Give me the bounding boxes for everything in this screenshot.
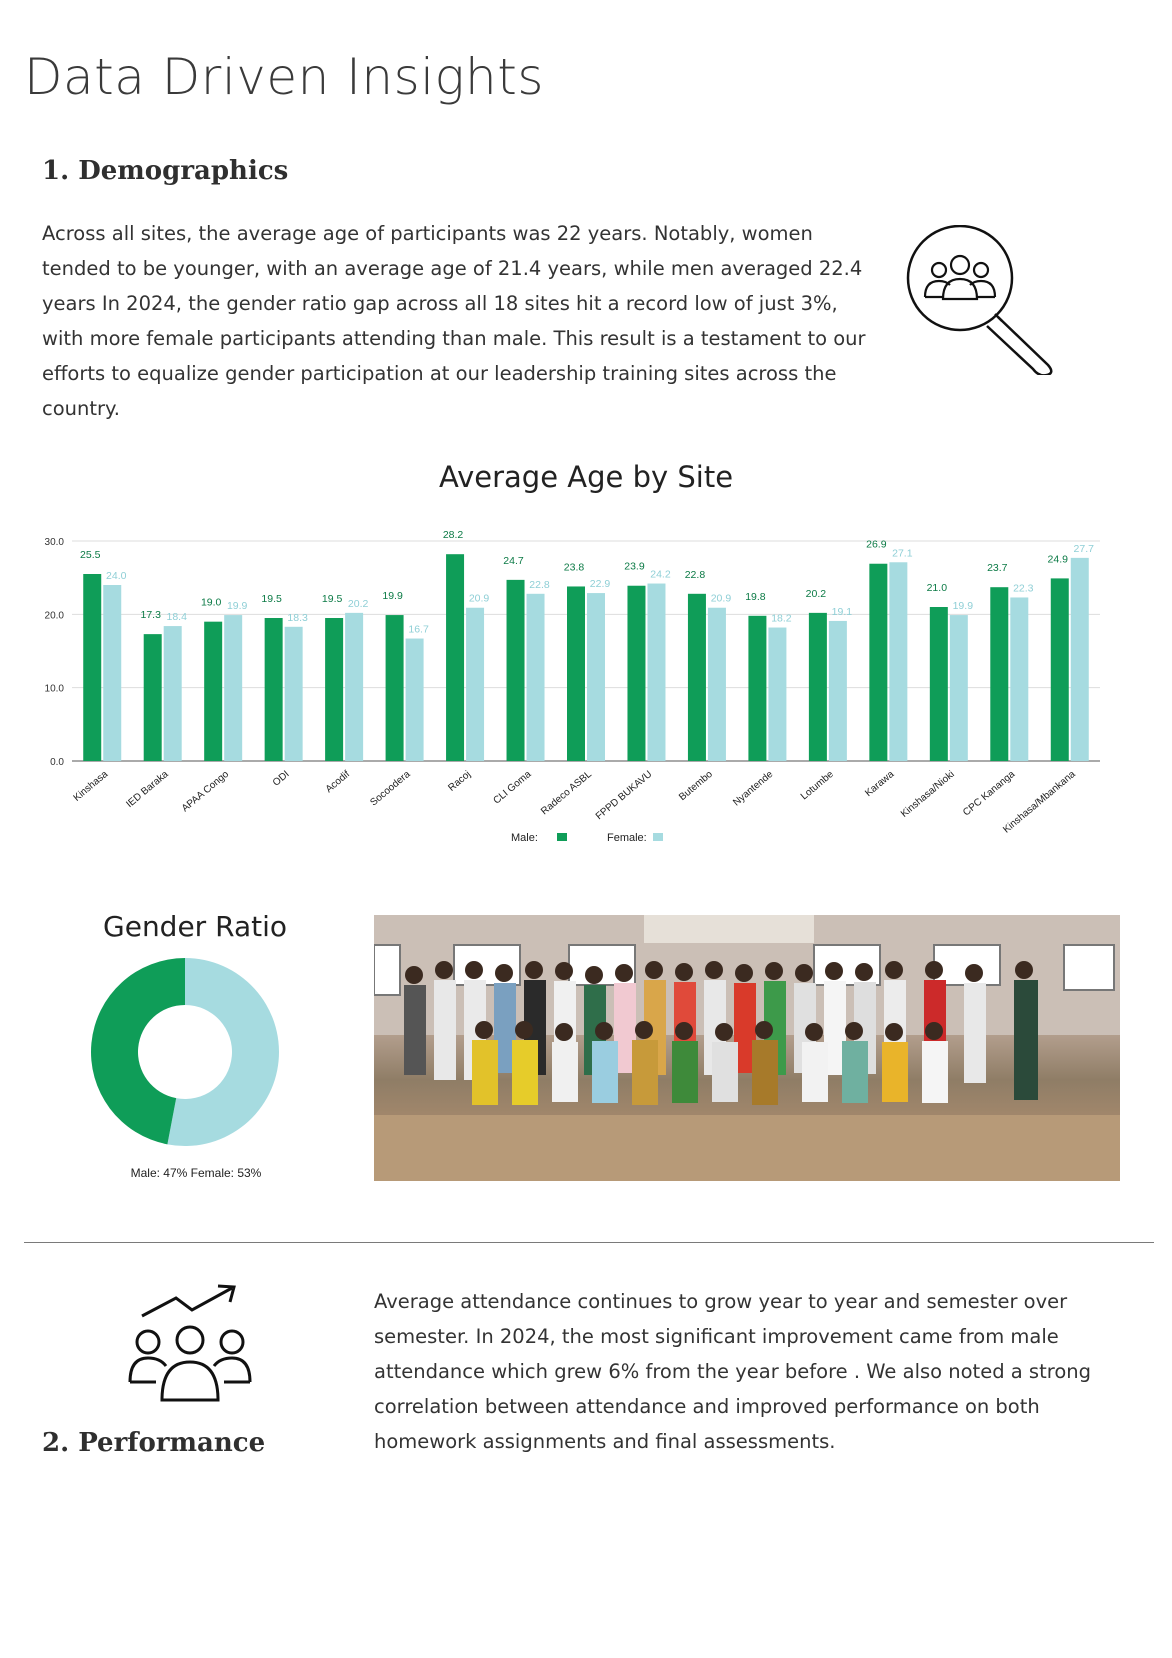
bar-male: [627, 586, 645, 761]
data-label-female: 20.2: [347, 597, 369, 610]
x-tick-label: CPC Kananga: [961, 768, 1018, 819]
x-tick-label: FPPD BUKAVU: [593, 768, 655, 823]
bar-female: [406, 639, 424, 761]
demographics-heading: 1. Demographics: [42, 156, 289, 186]
legend-label: Female:: [607, 832, 647, 844]
people-magnifier-icon: [905, 225, 1063, 375]
x-tick-label: APAA Congo: [179, 768, 232, 815]
data-label-female: 24.0: [106, 570, 127, 582]
y-tick-label: 30.0: [44, 537, 64, 548]
bar-male: [869, 564, 887, 761]
donut-slice-male: [91, 958, 185, 1144]
group-photo: [374, 915, 1120, 1181]
data-label-female: 19.9: [952, 600, 974, 613]
bar-male: [265, 618, 283, 761]
x-tick-label: Karawa: [863, 768, 897, 800]
data-label-female: 27.1: [892, 547, 913, 560]
bar-male: [748, 616, 766, 761]
data-label-female: 22.3: [1013, 582, 1034, 595]
bar-male: [930, 607, 948, 761]
bar-female: [889, 562, 907, 761]
bar-male: [990, 587, 1008, 761]
x-tick-label: Lotumbe: [798, 768, 836, 803]
data-label-female: 22.8: [529, 578, 550, 591]
data-label-male: 19.9: [382, 590, 403, 603]
x-tick-label: Kinshasa/Mbankana: [1001, 768, 1078, 836]
x-tick-label: Acodif: [323, 768, 353, 796]
section-divider: [24, 1242, 1154, 1243]
bar-female: [950, 615, 968, 761]
x-tick-label: Nyantende: [731, 768, 776, 809]
x-tick-label: IED Baraka: [124, 768, 171, 811]
data-label-male: 23.9: [624, 560, 645, 573]
bar-male: [1051, 578, 1069, 761]
data-label-male: 19.5: [261, 593, 282, 605]
y-tick-label: 0.0: [50, 757, 64, 768]
data-label-female: 19.1: [831, 605, 853, 618]
data-label-female: 18.2: [771, 612, 792, 625]
bar-female: [103, 585, 121, 761]
performance-heading: 2. Performance: [42, 1428, 266, 1458]
x-tick-label: ODI: [270, 768, 292, 789]
bar-female: [768, 628, 786, 761]
data-label-female: 20.9: [468, 592, 490, 605]
bar-male: [688, 594, 706, 761]
bar-female: [466, 608, 484, 761]
data-label-female: 22.9: [589, 578, 611, 591]
bar-male: [386, 615, 404, 761]
x-tick-label: Butembo: [677, 768, 715, 804]
data-label-female: 19.9: [226, 600, 248, 613]
bar-male: [144, 634, 162, 761]
data-label-male: 19.0: [200, 596, 222, 609]
legend-swatch: [653, 833, 663, 841]
bar-male: [325, 618, 343, 761]
bar-male: [204, 622, 222, 761]
bar-female: [1010, 597, 1028, 761]
data-label-male: 22.8: [684, 568, 706, 581]
bar-male: [83, 574, 101, 761]
data-label-female: 20.9: [710, 592, 732, 605]
legend-swatch: [557, 833, 567, 841]
group-photo-icon: [374, 915, 1120, 1181]
average-age-bar-chart: [36, 525, 1116, 845]
x-tick-label: Kinshasa/Nioki: [899, 768, 957, 820]
page-title: Data Driven Insights: [24, 48, 544, 106]
data-label-female: 16.7: [408, 623, 429, 636]
bar-female: [647, 584, 665, 761]
bar-female: [708, 608, 726, 761]
x-tick-label: Socoodera: [368, 768, 413, 809]
data-label-female: 27.7: [1073, 542, 1094, 555]
data-label-male: 25.5: [80, 549, 101, 561]
x-tick-label: Racoj: [446, 768, 473, 794]
data-label-male: 21.0: [926, 582, 948, 594]
data-label-male: 23.7: [987, 562, 1008, 575]
bar-male: [809, 613, 827, 761]
bar-male: [507, 580, 525, 761]
bar-female: [285, 627, 303, 761]
demographics-paragraph: Across all sites, the average age of participants was 22 years. Notably, women tended to be younger, with an average age of 21.4 years, while men averaged 22.4 years In 2024, the gender ratio gap across all 18 sites hit a record low of just 3%, with more female participants attending than male. This result is a testament to our efforts to equalize gender participation at our leadership training sites across the country.: [42, 222, 866, 420]
data-label-male: 24.7: [503, 554, 524, 567]
group-growth-icon: [128, 1282, 254, 1404]
legend-label: Male:: [511, 832, 538, 844]
bar-female: [345, 613, 363, 761]
data-label-female: 18.4: [166, 611, 187, 624]
bar-female: [164, 626, 182, 761]
data-label-male: 19.8: [745, 590, 766, 603]
data-label-female: 18.3: [287, 611, 308, 624]
x-tick-label: CLI Goma: [491, 768, 534, 807]
y-tick-label: 20.0: [44, 610, 64, 622]
x-tick-label: Radeco ASBL: [539, 768, 594, 818]
data-label-female: 24.2: [650, 568, 671, 581]
bar-female: [829, 621, 847, 761]
data-label-male: 26.9: [866, 538, 887, 551]
y-tick-label: 10.0: [44, 683, 64, 695]
bar-female: [527, 594, 545, 761]
bar-male: [567, 586, 585, 761]
data-label-male: 28.2: [442, 529, 464, 542]
gender-ratio-title: Gender Ratio: [103, 910, 287, 943]
data-label-male: 17.3: [140, 609, 161, 622]
bar-female: [224, 615, 242, 761]
data-label-male: 24.9: [1047, 553, 1068, 566]
bar-female: [1071, 558, 1089, 761]
data-label-male: 19.5: [321, 593, 343, 605]
bar-male: [446, 554, 464, 761]
bar-female: [587, 593, 605, 761]
data-label-male: 20.2: [805, 587, 827, 600]
chart-title: Average Age by Site: [438, 460, 734, 494]
gender-ratio-donut-chart: [90, 957, 280, 1147]
data-label-male: 23.8: [563, 561, 585, 574]
x-tick-label: Kinshasa: [71, 768, 111, 804]
gender-ratio-legend: Male: 47% Female: 53%: [130, 1166, 262, 1180]
performance-paragraph: Average attendance continues to grow year to year and semester over semester. In 2024, the most significant improvement came from male attendance which grew 6% from the year before . We also noted a strong correlation between attendance and improved performance on both homework assignments and final assessments.: [374, 1290, 1091, 1453]
